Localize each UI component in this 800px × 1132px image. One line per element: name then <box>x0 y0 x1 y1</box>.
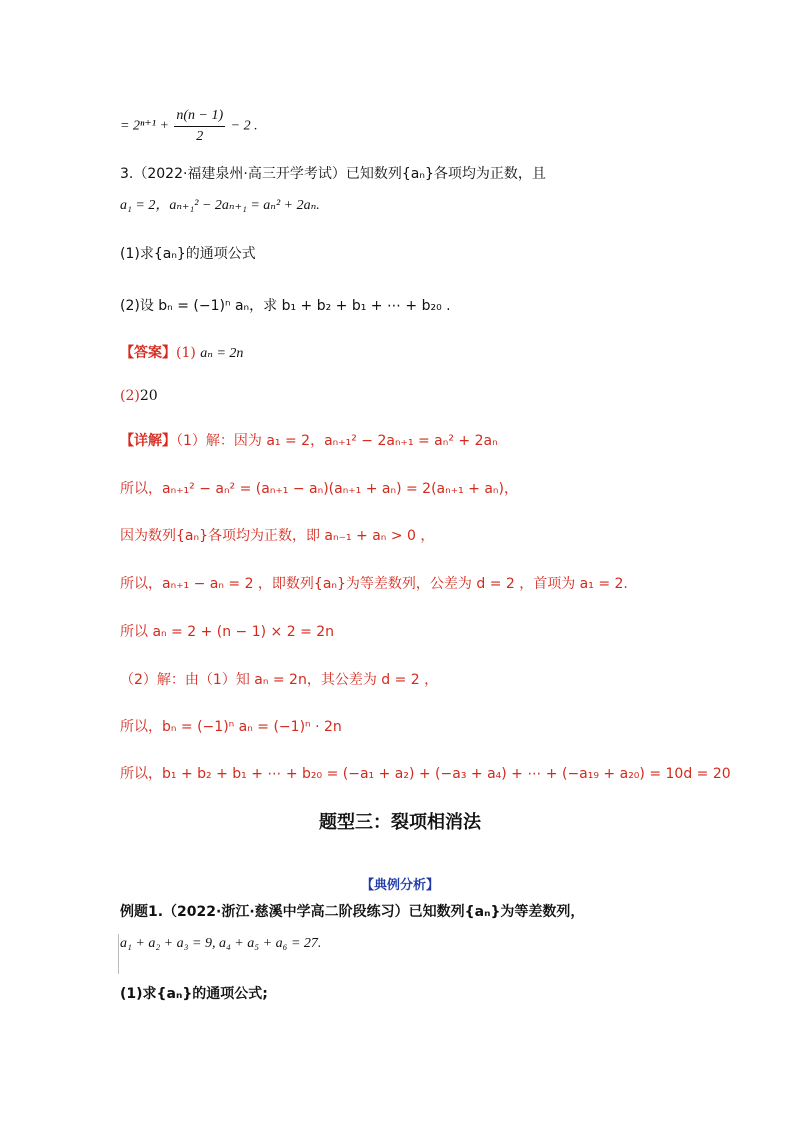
detail-line-1 <box>120 431 498 451</box>
answer-1-label: (1) <box>176 345 196 361</box>
detail-line-8: 所以，b₁ + b₂ + b₁ + ⋯ + b₂₀ = (−a₁ + a₂) + (−a₃ + a₄) + ⋯ + (−a₁₉ + a₂₀) = 10d = 20 <box>120 766 731 782</box>
detail-line-3: 因为数列{aₙ}各项均为正数，即 aₙ₋₁ + aₙ > 0 ， <box>120 528 435 544</box>
example-part1: (1)求{aₙ}的通项公式; <box>120 986 268 1002</box>
subsection-title: 【典例分析】 <box>360 878 439 893</box>
q3-part1: (1)求{aₙ}的通项公式 <box>120 246 256 262</box>
detail-line-1-text: （1）解：因为 a₁ = 2，aₙ₊₁² − 2aₙ₊₁ = aₙ² + 2aₙ <box>176 433 498 449</box>
detail-line-6: （2）解：由（1）知 aₙ = 2n，其公差为 d = 2 ， <box>120 672 439 688</box>
detail-line-4: 所以，aₙ₊₁ − aₙ = 2 ，即数列{aₙ}为等差数列，公差为 d = 2 ，首项为 a₁ = 2. <box>120 576 628 592</box>
example-condition: a₁ + a₂ + a₃ = 9, a₄ + a₅ + a₆ = 27. <box>120 936 322 951</box>
detail-tag: 【详解】 <box>120 433 176 449</box>
answer-2-value: 20 <box>139 388 158 404</box>
answer-1-value: aₙ = 2n <box>200 346 244 361</box>
top-formula-tail: − 2 . <box>227 118 258 134</box>
example-lead: 例题1.（2022·浙江·慈溪中学高二阶段练习）已知数列{aₙ}为等差数列， <box>120 904 585 920</box>
answer-tag: 【答案】 <box>120 345 176 361</box>
margin-bar <box>118 934 119 974</box>
q3-lead: 3.（2022·福建泉州·高三开学考试）已知数列{aₙ}各项均为正数，且 <box>120 166 546 182</box>
top-fraction-denominator: 2 <box>196 129 204 144</box>
detail-line-7: 所以，bₙ = (−1)ⁿ aₙ = (−1)ⁿ · 2n <box>120 719 342 735</box>
top-formula-lead: = 2ⁿ⁺¹ + <box>120 118 173 134</box>
detail-line-2: 所以，aₙ₊₁² − aₙ² = (aₙ₊₁ − aₙ)(aₙ₊₁ + aₙ) = 2(aₙ₊₁ + aₙ)， <box>120 481 518 497</box>
top-fraction-numerator: n(n − 1) <box>174 106 225 127</box>
answer-line-2 <box>120 386 158 406</box>
q3-condition: a₁ = 2，aₙ₊₁² − 2aₙ₊₁ = aₙ² + 2aₙ. <box>120 198 320 213</box>
section-title: 题型三：裂项相消法 <box>319 812 481 833</box>
top-fraction <box>174 106 225 147</box>
answer-line-1 <box>120 343 243 364</box>
detail-line-5: 所以 aₙ = 2 + (n − 1) × 2 = 2n <box>120 624 335 640</box>
q3-part2: (2)设 bₙ = (−1)ⁿ aₙ，求 b₁ + b₂ + b₁ + ⋯ + b₂₀ . <box>120 298 451 314</box>
top-formula-line <box>120 106 258 147</box>
answer-2-label: (2) <box>120 388 140 404</box>
